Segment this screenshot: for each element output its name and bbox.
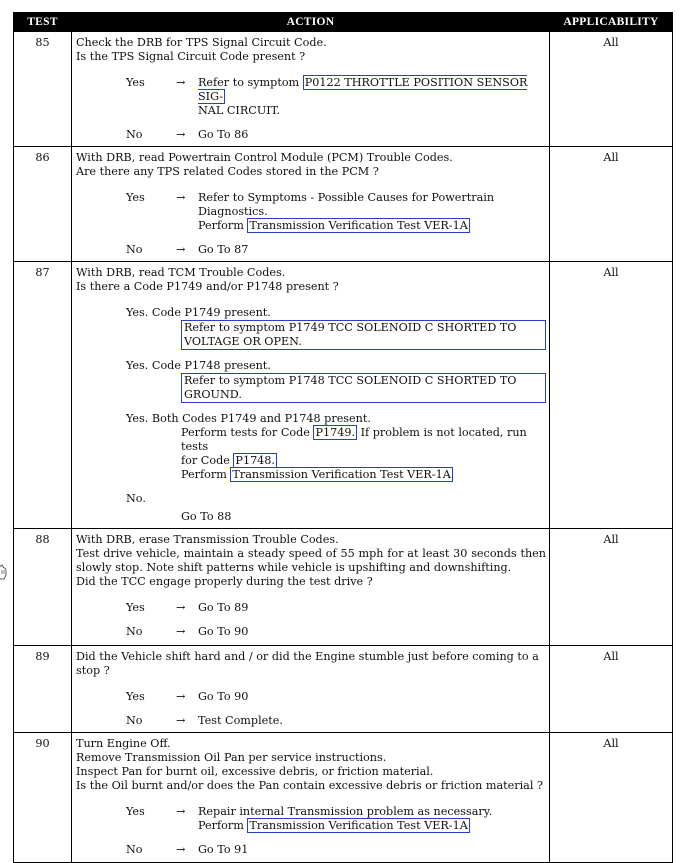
code-p1749-link[interactable]: P1749. [315, 426, 356, 439]
action-cell [72, 32, 550, 147]
no-label: No [126, 128, 143, 141]
arrow-icon: → [176, 76, 186, 89]
no-label: No [126, 714, 143, 727]
header-test: TEST [14, 13, 72, 32]
arrow-icon: → [176, 128, 186, 141]
arrow-icon: → [176, 805, 186, 818]
perform-text: for Code [181, 454, 230, 467]
question-line: Turn Engine Off. [76, 737, 171, 750]
symptom-line: VOLTAGE OR OPEN. [184, 335, 302, 348]
diagnostic-table [13, 12, 673, 863]
yes-text: Refer to Symptoms - Possible Causes for Powertrain Diagnostics. [198, 191, 495, 218]
no-option [76, 492, 546, 524]
no-option [76, 243, 546, 257]
applicability: All [550, 32, 673, 147]
option-label: Yes. Code P1748 present. [126, 359, 271, 372]
no-label: No. [126, 492, 146, 505]
no-result: Go To 90 [198, 625, 249, 638]
question-line: Inspect Pan for burnt oil, excessive debris, or friction material. [76, 765, 434, 778]
yes-result: Go To 89 [198, 601, 249, 614]
header-applicability: APPLICABILITY [550, 13, 673, 32]
no-result: Go To 88 [181, 510, 232, 523]
no-option [76, 714, 546, 728]
no-result: Test Complete. [198, 714, 283, 727]
test-number: 90 [14, 733, 72, 863]
yes-option [76, 601, 546, 615]
symptom-line: GROUND. [184, 388, 242, 401]
question-line: With DRB, read Powertrain Control Module (PCM) Trouble Codes. [76, 151, 453, 164]
action-cell [72, 646, 550, 733]
code-p1748-link[interactable]: P1748. [235, 454, 275, 467]
arrow-icon: → [176, 690, 186, 703]
symptom-line: Refer to symptom P1749 TCC SOLENOID C SHORTED TO [184, 321, 517, 334]
yes-label: Yes [126, 805, 145, 818]
no-label: No [126, 843, 143, 856]
yes-label: Yes [126, 601, 145, 614]
option-body [126, 426, 546, 482]
no-result: Go To 87 [198, 243, 249, 256]
symptom-link-cont: NAL CIRCUIT. [198, 104, 281, 117]
yes-result [198, 805, 546, 833]
table-row-85 [14, 32, 673, 147]
table-row-89 [14, 646, 673, 733]
test-number: 85 [14, 32, 72, 147]
symptom-p1749-link[interactable] [181, 320, 546, 350]
arrow-icon: → [176, 625, 186, 638]
diagnostic-table-page [13, 12, 672, 863]
option-p1749 [76, 306, 546, 350]
test-number: 88 [14, 529, 72, 646]
arrow-icon: → [176, 243, 186, 256]
yes-option [76, 191, 546, 233]
option-label: Yes. Code P1749 present. [126, 306, 271, 319]
yes-option [76, 76, 546, 118]
yes-label: Yes [126, 191, 145, 204]
question-line: Did the TCC engage properly during the test drive ? [76, 575, 373, 588]
applicability: All [550, 733, 673, 863]
header-action: ACTION [72, 13, 550, 32]
option-label: Yes. Both Codes P1749 and P1748 present. [126, 412, 371, 425]
question-line: With DRB, read TCM Trouble Codes. [76, 266, 286, 279]
option-both-codes [76, 412, 546, 482]
question-line: Remove Transmission Oil Pan per service instructions. [76, 751, 387, 764]
yes-prefix: Refer to symptom [198, 76, 300, 89]
verification-test-link[interactable]: Transmission Verification Test VER-1A [249, 819, 468, 832]
no-option [76, 128, 546, 142]
yes-text: Repair internal Transmission problem as necessary. [198, 805, 493, 818]
table-row-86 [14, 147, 673, 262]
arrow-icon: → [176, 714, 186, 727]
test-number: 87 [14, 262, 72, 529]
arrow-icon: → [176, 191, 186, 204]
action-cell [72, 529, 550, 646]
table-header-row [14, 13, 673, 32]
no-result: Go To 91 [198, 843, 249, 856]
applicability: All [550, 147, 673, 262]
verification-test-link[interactable]: Transmission Verification Test VER-1A [249, 219, 468, 232]
question-line: Are there any TPS related Codes stored in the PCM ? [76, 165, 379, 178]
applicability: All [550, 646, 673, 733]
applicability: All [550, 529, 673, 646]
arrow-icon: → [176, 843, 186, 856]
perform-text: If problem is not located, run tests [181, 426, 527, 453]
action-cell [72, 262, 550, 529]
no-label: No [126, 243, 143, 256]
option-body [126, 320, 546, 350]
question-line: Test drive vehicle, maintain a steady speed of 55 mph for at least 30 seconds then slowly stop. Note shift patterns while vehicle is upshifting and downshifting. [76, 547, 546, 574]
arrow-icon: → [176, 601, 186, 614]
perform-label: Perform [198, 819, 244, 832]
symptom-p1748-link[interactable] [181, 373, 546, 403]
yes-result [198, 191, 546, 233]
question-line: Is the Oil burnt and/or does the Pan contain excessive debris or friction material ? [76, 779, 543, 792]
hand-pointer-icon [0, 564, 8, 580]
perform-label: Perform [181, 468, 227, 481]
option-body [126, 373, 546, 403]
no-result: Go To 86 [198, 128, 249, 141]
yes-option [76, 690, 546, 704]
question-line: With DRB, erase Transmission Trouble Codes. [76, 533, 339, 546]
table-row-88 [14, 529, 673, 646]
yes-result: Go To 90 [198, 690, 249, 703]
question-line: Did the Vehicle shift hard and / or did the Engine stumble just before coming to a stop ? [76, 650, 539, 677]
action-cell [72, 733, 550, 863]
yes-option [76, 805, 546, 833]
test-number: 89 [14, 646, 72, 733]
no-option [76, 625, 546, 639]
symptom-line: Refer to symptom P1748 TCC SOLENOID C SHORTED TO [184, 374, 517, 387]
perform-text: Perform tests for Code [181, 426, 310, 439]
verification-test-link[interactable]: Transmission Verification Test VER-1A [232, 468, 451, 481]
question-line: Is there a Code P1749 and/or P1748 present ? [76, 280, 339, 293]
perform-label: Perform [198, 219, 244, 232]
yes-label: Yes [126, 690, 145, 703]
no-label: No [126, 625, 143, 638]
symptom-link[interactable]: P0122 THROTTLE POSITION SENSOR SIG- [198, 76, 528, 103]
question-line: Check the DRB for TPS Signal Circuit Code. [76, 36, 327, 49]
applicability: All [550, 262, 673, 529]
table-row-90 [14, 733, 673, 863]
option-p1748 [76, 359, 546, 403]
action-cell [72, 147, 550, 262]
yes-label: Yes [126, 76, 145, 89]
no-option [76, 843, 546, 857]
yes-result [198, 76, 546, 118]
question-line: Is the TPS Signal Circuit Code present ? [76, 50, 306, 63]
test-number: 86 [14, 147, 72, 262]
table-row-87 [14, 262, 673, 529]
